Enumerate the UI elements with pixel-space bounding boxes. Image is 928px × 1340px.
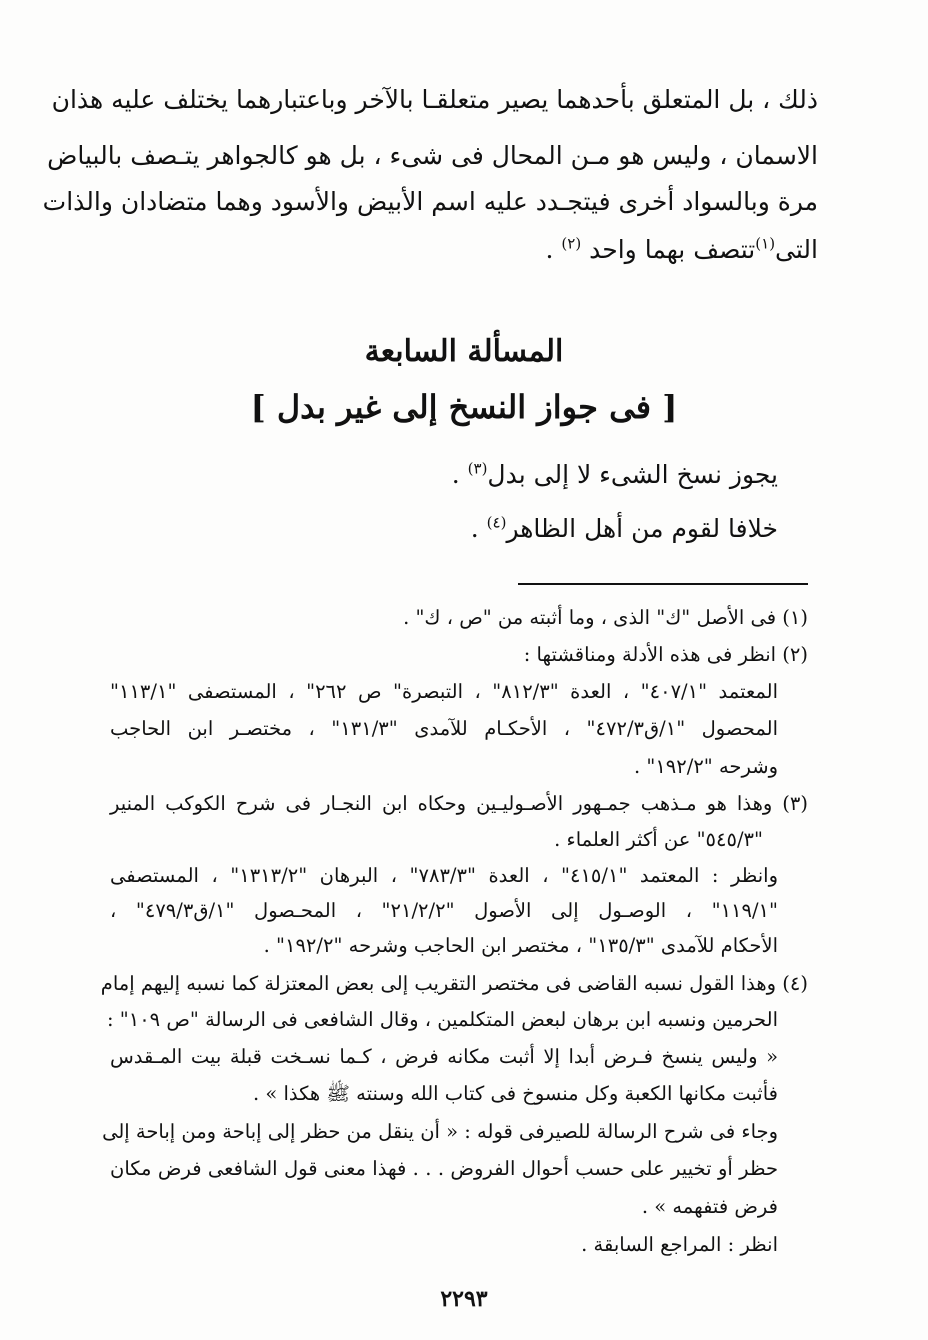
footnote-2-line-1: المعتمد "٤٠٧/١" ، العدة "٨١٢/٣" ، التبصرة" ص ٢٦٢" ، المستصفى "١١٣/١" [110, 680, 778, 703]
footnote-4-line-3: « وليس ينسخ فـرض أبدا إلا أثبت مكانه فرض ، كـما نسـخت قبلة بيت المـقدس [110, 1045, 778, 1068]
body-line-4 [110, 228, 818, 272]
footnote-1: (١) فى الأصل "ك" الذى ، وما أثبته من "ص ، ك" . [403, 606, 808, 629]
statement-line-1 [452, 460, 778, 489]
footnote-2-head: (٢) انظر فى هذه الأدلة ومناقشتها : [523, 643, 808, 666]
section-subtitle: [ فى جواز النسخ إلى غير بدل ] [250, 388, 678, 426]
statement-line-1-text: يجوز نسخ الشىء لا إلى بدل [487, 460, 778, 489]
statement-line-1-end: . [451, 460, 468, 489]
footnote-ref-3: (٣) [467, 459, 488, 478]
body-line-1: ذلك ، بل المتعلق بأحدهما يصير متعلقـا بالآخر وباعتبارهما يختلف عليه هذان [51, 85, 818, 114]
footnote-4-line-8: انظر : المراجع السابقة . [581, 1233, 778, 1256]
footnote-ref-1: (١) [755, 234, 776, 253]
footnote-3-line-4: "١١٩/١" ، الوصـول إلى الأصول "٢١/٢/٢" ، المحـصول "١/ق٤٧٩/٣" ، [110, 899, 779, 922]
footnote-separator [518, 583, 808, 585]
footnote-3-line-1: (٣) وهذا هو مـذهب جمـهور الأصـوليـين وحكاه ابن النجـار فى شرح الكوكب المنير [110, 792, 808, 815]
footnote-2-line-2: المحصول "١/ق٤٧٢/٣" ، الأحكـام للآمدى "١٣١/٣" ، مختصـر ابن الحاجب [110, 717, 779, 740]
statement-line-2-text: خلافا لقوم من أهل الظاهر [506, 514, 778, 543]
footnote-3-line-2: "٥٤٥/٣" عن أكثر العلماء . [554, 828, 763, 851]
statement-line-2 [471, 514, 778, 543]
statement-line-2-end: . [470, 514, 487, 543]
footnote-ref-2: (٢) [561, 234, 582, 253]
footnote-4-line-1: (٤) وهذا القول نسبه القاضى فى مختصر التقريب إلى بعض المعتزلة كما نسبه إليهم إمام [100, 972, 808, 995]
footnote-ref-4: (٤) [486, 513, 507, 532]
footnote-3-line-3: وانظر : المعتمد "٤١٥/١" ، العدة "٧٨٣/٣" ، البرهان "١٣١٣/٢" ، المستصفى [110, 864, 778, 887]
page-number: ٢٢٩٣ [440, 1286, 488, 1312]
footnote-4-line-5: وجاء فى شرح الرسالة للصيرفى قوله : « أن ينقل من حظر إلى إباحة ومن إباحة إلى [102, 1120, 778, 1143]
body-line-4-end: . [545, 235, 562, 264]
section-title: المسألة السابعة [364, 334, 564, 369]
footnote-4-line-2: الحرمين ونسبه ابن برهان لبعض المتكلمين ، وقال الشافعى فى الرسالة "ص ١٠٩" : [106, 1008, 778, 1031]
body-line-2: الاسمان ، وليس هو مـن المحال فى شىء ، بل هو كالجواهر يتـصف بالبياض [47, 141, 818, 170]
body-line-4-middle: تتصف بهما واحد [589, 235, 756, 264]
footnote-3-line-5: الأحكام للآمدى "١٣٥/٣" ، مختصر ابن الحاجب وشرحه "١٩٢/٢" . [263, 934, 778, 957]
body-line-4-start: التى [775, 235, 818, 264]
footnote-4-line-6: حظر أو تخيير على حسب أحوال الفروض . . . فهذا معنى قول الشافعى فرض مكان [110, 1157, 778, 1180]
body-line-3: مرة وبالسواد أخرى فيتجـدد عليه اسم الأبيض والأسود وهما متضادان والذات [42, 187, 818, 216]
footnote-4-line-4: فأثبت مكانها الكعبة وكل منسوخ فى كتاب الله وسنته ﷺ هكذا » . [252, 1082, 778, 1105]
footnote-2-line-3: وشرحه "١٩٢/٢" . [633, 755, 778, 778]
footnote-4-line-7: فرض فتفهمه » . [641, 1195, 778, 1218]
